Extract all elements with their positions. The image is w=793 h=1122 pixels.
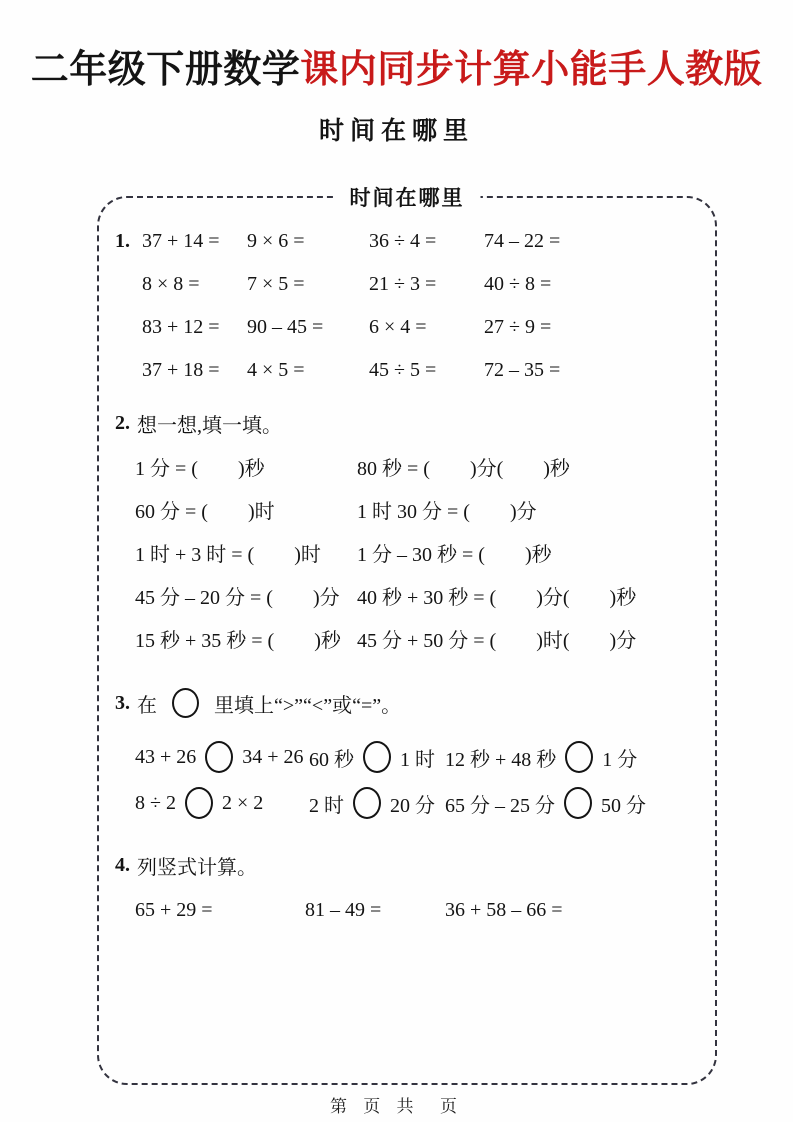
comparison-circle bbox=[565, 741, 593, 773]
section-3-number: 3. bbox=[115, 691, 130, 714]
comparison-circle bbox=[185, 787, 213, 819]
section-2-fill-blanks bbox=[99, 402, 715, 660]
comparison-item bbox=[309, 787, 445, 819]
section-1-oral-calc bbox=[99, 220, 715, 392]
math-problem: 37 + 18 = bbox=[142, 359, 220, 381]
section-4-title: 列竖式计算。 bbox=[137, 857, 257, 879]
math-problem: 81 – 49 = bbox=[305, 898, 382, 921]
section-3-compare bbox=[99, 680, 715, 826]
comparison-right: 34 + 26 bbox=[242, 745, 304, 768]
math-problem: 40 ÷ 8 = bbox=[484, 273, 552, 295]
comparison-right: 1 分 bbox=[602, 748, 638, 771]
fill-blank-row bbox=[99, 617, 715, 660]
comparison-right: 50 分 bbox=[601, 794, 646, 817]
math-problem: 21 ÷ 3 = bbox=[369, 273, 437, 295]
comparison-circle bbox=[353, 787, 381, 819]
math-problem: 36 + 58 – 66 = bbox=[445, 898, 563, 921]
math-problem: 65 + 29 = bbox=[135, 898, 213, 921]
comparison-circle bbox=[564, 787, 592, 819]
section-1-number: 1. bbox=[115, 230, 130, 252]
comparison-rows bbox=[99, 734, 715, 826]
fill-blank-row bbox=[99, 574, 715, 617]
box-label: 时间在哪里 bbox=[334, 182, 481, 212]
comparison-circle bbox=[205, 741, 233, 773]
vertical-calc-row bbox=[99, 887, 715, 933]
math-problem: 27 ÷ 9 = bbox=[484, 316, 552, 338]
math-problem: 90 – 45 = bbox=[247, 316, 324, 338]
title-grade-part: 二年级下册数学 bbox=[30, 49, 301, 91]
problem-row bbox=[99, 263, 715, 306]
blank-circle-icon bbox=[172, 688, 199, 718]
math-problem: 6 × 4 = bbox=[369, 316, 427, 338]
comparison-item bbox=[135, 787, 309, 819]
math-problem: 72 – 35 = bbox=[484, 359, 561, 381]
comparison-right: 20 分 bbox=[390, 794, 435, 817]
section-3-title-suffix: 里填上“>”“<”或“=”。 bbox=[214, 694, 402, 717]
comparison-left: 65 分 – 25 分 bbox=[445, 794, 555, 817]
comparison-item bbox=[445, 741, 715, 773]
math-problem: 74 – 22 = bbox=[484, 230, 561, 252]
math-problem: 9 × 6 = bbox=[247, 230, 305, 252]
page-footer: 第 页 共 页 bbox=[330, 1097, 463, 1116]
math-problem: 8 × 8 = bbox=[142, 273, 200, 295]
comparison-left: 8 ÷ 2 bbox=[135, 791, 176, 814]
comparison-left: 60 秒 bbox=[309, 748, 354, 771]
math-problem: 37 + 14 = bbox=[142, 230, 220, 252]
comparison-circle bbox=[363, 741, 391, 773]
worksheet-dashed-box bbox=[97, 186, 717, 1085]
lesson-subtitle: 时间在哪里 bbox=[318, 118, 474, 145]
section-2-title: 想一想,填一填。 bbox=[137, 415, 282, 437]
section-4-vertical-calc bbox=[99, 844, 715, 933]
fill-blank-item: 1 时 30 分 = ( )分 bbox=[357, 501, 537, 523]
problem-row bbox=[99, 306, 715, 349]
fill-blank-row bbox=[99, 445, 715, 488]
fill-blank-item: 45 分 + 50 分 = ( )时( )分 bbox=[357, 630, 637, 652]
fill-blank-item: 1 分 – 30 秒 = ( )秒 bbox=[357, 544, 552, 566]
problem-row bbox=[99, 220, 715, 263]
fill-blank-item: 1 时 + 3 时 = ( )时 bbox=[135, 544, 321, 566]
fill-blank-item: 45 分 – 20 分 = ( )分 bbox=[135, 587, 340, 609]
math-problem: 36 ÷ 4 = bbox=[369, 230, 437, 252]
section-3-header bbox=[99, 680, 715, 726]
section-4-number: 4. bbox=[115, 854, 130, 876]
comparison-left: 2 时 bbox=[309, 794, 344, 817]
fill-blank-item: 15 秒 + 35 秒 = ( )秒 bbox=[135, 630, 341, 652]
comparison-right: 2 × 2 bbox=[221, 791, 264, 814]
comparison-item bbox=[445, 787, 715, 819]
section-2-number: 2. bbox=[115, 412, 130, 434]
section-4-header bbox=[99, 844, 715, 887]
fill-blank-item: 40 秒 + 30 秒 = ( )分( )秒 bbox=[357, 587, 637, 609]
page-title bbox=[0, 38, 793, 93]
comparison-item bbox=[135, 741, 309, 773]
comparison-item bbox=[309, 741, 445, 773]
comparison-right: 1 时 bbox=[400, 748, 435, 771]
fill-blank-row bbox=[99, 488, 715, 531]
section-2-header bbox=[99, 402, 715, 445]
comparison-left: 43 + 26 bbox=[135, 745, 197, 768]
title-series-part: 课内同步计算小能手人教版 bbox=[300, 49, 763, 91]
math-problem: 83 + 12 = bbox=[142, 316, 220, 338]
fill-blank-row bbox=[99, 531, 715, 574]
fill-blank-item: 60 分 = ( )时 bbox=[135, 501, 275, 523]
fill-blank-item: 80 秒 = ( )分( )秒 bbox=[357, 458, 570, 480]
section-3-title-prefix: 在 bbox=[137, 694, 157, 717]
fill-blank-item: 1 分 = ( )秒 bbox=[135, 458, 265, 480]
problem-row bbox=[99, 349, 715, 392]
math-problem: 45 ÷ 5 = bbox=[369, 359, 437, 381]
math-problem: 7 × 5 = bbox=[247, 273, 305, 295]
comparison-row bbox=[99, 734, 715, 780]
math-problem: 4 × 5 = bbox=[247, 359, 305, 381]
comparison-left: 12 秒 + 48 秒 bbox=[445, 748, 557, 771]
comparison-row bbox=[99, 780, 715, 826]
